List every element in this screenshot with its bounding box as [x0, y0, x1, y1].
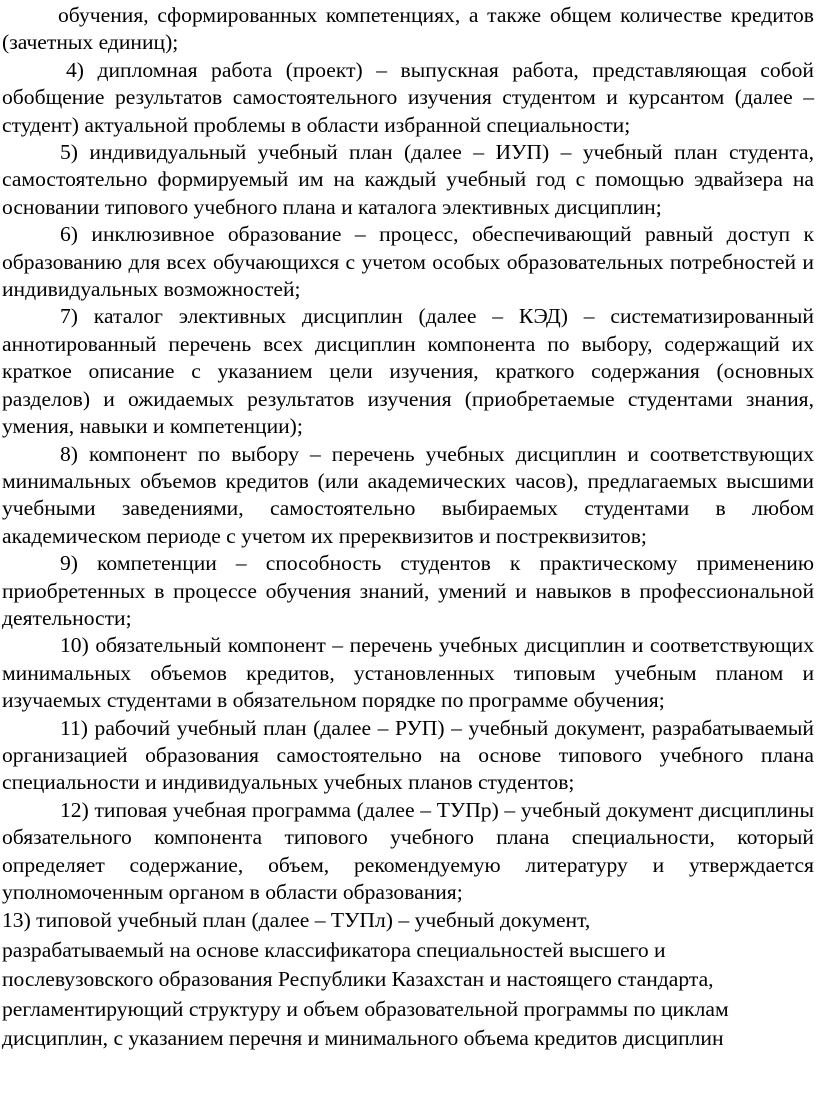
paragraph-item-9: 9) компетенции – способность студентов к практическому применению приобретенных в процессе обучения знаний, умений и навыков в профессиональной деятельности;	[2, 551, 814, 630]
paragraph-item-13-line: послевузовского образования Республики Казахстан и настоящего стандарта,	[2, 967, 714, 992]
paragraph-continuation: обучения, сформированных компетенциях, а также общем количестве кредитов (зачетных единиц);	[2, 3, 814, 55]
paragraph-item-13-line: дисциплин, с указанием перечня и минимального объема кредитов дисциплин	[2, 1026, 724, 1051]
paragraph-item-4: 4) дипломная работа (проект) – выпускная работа, представляющая собой обобщение результатов самостоятельного изучения студентом и курсантом (далее – студент) актуальной проблемы в области избранной специальности;	[2, 57, 814, 137]
paragraph-item-11: 11) рабочий учебный план (далее – РУП) – учебный документ, разрабатываемый организацией образования самостоятельно на основе типового учебного плана специальности и индивидуальных учебных планов студентов;	[2, 715, 814, 795]
paragraph-item-7: 7) каталог элективных дисциплин (далее – КЭД) – систематизированный аннотированный перечень всех дисциплин компонента по выбору, содержащий их краткое описание с указанием цели изучения, краткого содержания (основных разделов) и ожидаемых результатов изучения (приобретаемые студентами знания, умения, навыки и компетенции);	[2, 304, 814, 439]
paragraph-item-13-line: разрабатываемый на основе классификатора специальностей высшего и	[2, 937, 666, 962]
paragraph-item-13-line: регламентирующий структуру и объем образовательной программы по циклам	[2, 996, 729, 1021]
paragraph-item-6: 6) инклюзивное образование – процесс, обеспечивающий равный доступ к образованию для всех обучающихся с учетом особых образовательных потребностей и индивидуальных возможностей;	[2, 222, 814, 302]
paragraph-item-5: 5) индивидуальный учебный план (далее – ИУП) – учебный план студента, самостоятельно формируемый им на каждый учебный год с помощью эдвайзера на основании типового учебного плана и каталога элективных дисциплин;	[2, 140, 814, 219]
paragraph-item-10: 10) обязательный компонент – перечень учебных дисциплин и соответствующих минимальных объемов кредитов, установленных типовым учебным планом и изучаемых студентами в обязательном порядке по программе обучения;	[2, 633, 814, 713]
paragraph-item-12: 12) типовая учебная программа (далее – ТУПр) – учебный документ дисциплины обязательного компонента типового учебного плана специальности, который определяет содержание, объем, рекомендуемую литературу и утверждается уполномоченным органом в области образования;	[2, 797, 814, 904]
paragraph-item-13-line: 13) типовой учебный план (далее – ТУПл) – учебный документ,	[2, 908, 591, 933]
paragraph-item-8: 8) компонент по выбору – перечень учебных дисциплин и соответствующих минимальных объемов кредитов (или академических часов), предлагаемых высшими учебными заведениями, самостоятельно выбираемых студентами в любом академическом периоде с учетом их пререквизитов и постреквизитов;	[2, 441, 814, 548]
